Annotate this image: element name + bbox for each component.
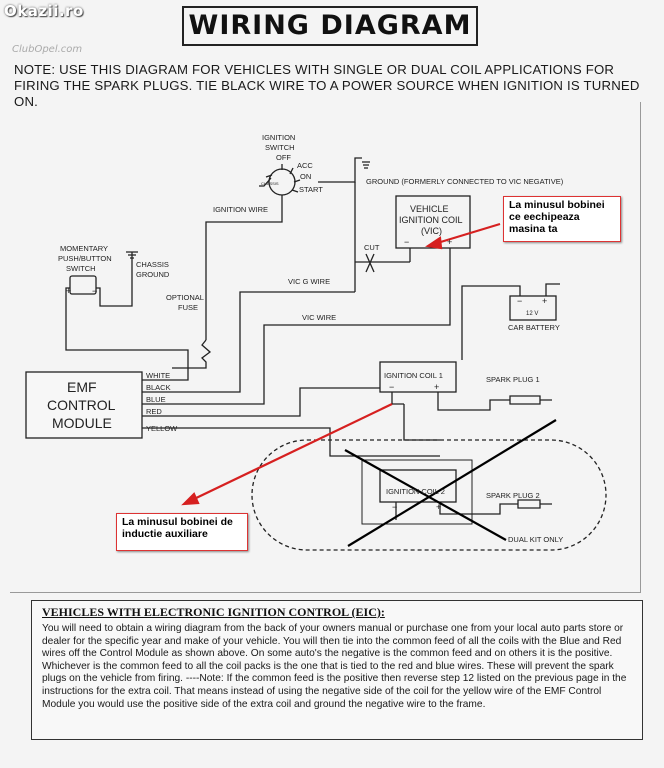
vic-callout-line-2: ce eechipeaza	[509, 211, 580, 223]
battery-minus: −	[517, 296, 523, 306]
cross-out-line-2	[348, 420, 556, 546]
page-title: WIRING DIAGRAM	[182, 6, 478, 46]
push-button-label-3: SWITCH	[66, 264, 96, 273]
coil2-minus: −	[392, 502, 398, 512]
vic-wire-label: VIC WIRE	[302, 313, 337, 322]
switch-on-label: ON	[300, 172, 312, 181]
spark-plug-1-symbol	[510, 396, 552, 404]
vic-callout	[503, 196, 621, 242]
vic-callout-line-3: masina ta	[509, 223, 558, 235]
vic-minus: −	[404, 237, 410, 247]
plug1-label: SPARK PLUG 1	[486, 375, 540, 384]
vic-g-wire-label: VIC G WIRE	[288, 277, 331, 286]
dual-kit-label: DUAL KIT ONLY	[508, 535, 564, 544]
wire-red-label: RED	[146, 407, 162, 416]
ignition-switch-label-1: IGNITION	[262, 133, 296, 142]
coil2-plus: +	[436, 502, 442, 512]
push-button-label-2: PUSH/BUTTON	[58, 254, 112, 263]
push-button-label-1: MOMENTARY	[60, 244, 109, 253]
wire-black-label: BLACK	[146, 383, 171, 392]
yellow-wire-line	[172, 428, 440, 456]
coil-callout-line-1: La minusul bobinei de	[122, 516, 233, 528]
ignition-wire-line	[206, 195, 282, 340]
okazii-watermark: Okazii.ro	[4, 2, 84, 20]
coil-callout	[116, 513, 248, 551]
switch-off-label: OFF	[276, 153, 291, 162]
ignition-wire-label: IGNITION WIRE	[213, 205, 268, 214]
vic-label-2: IGNITION COIL	[399, 215, 463, 225]
coil1-label: IGNITION COIL 1	[384, 371, 443, 380]
coil-callout-line-2: inductie auxiliare	[122, 528, 208, 540]
vic-label-1: VEHICLE	[410, 204, 449, 214]
battery-voltage: 12 V	[526, 311, 539, 317]
coil1-minus: −	[389, 382, 395, 392]
car-battery-label: CAR BATTERY	[508, 323, 560, 332]
eic-body: You will need to obtain a wiring diagram from the back of your owners manual or purchase one from your local auto parts store or dealer for the specific year and make of your vehicle. You will then tie into the common feed of all the coils with the Blue and Red wires off the Control Module as shown above. On some auto's the negative is the common feed and on others it is the positive. Whichever is the common feed to all the coil packs is the one that is tied to the red and blue wires. These will prevent the spark plugs on the vehicle from firing. ----Note: If the common feed is the positive then reverse step 12 listed on the previous page in the instructions for the extra coil. That means instead of using the negative side of the coil for the yellow wire of the EMF Control Module you would use the positive side of the extra coil and ground the negative wire to the frame.	[42, 623, 627, 710]
emf-label-1: EMF	[67, 379, 97, 395]
eic-section	[31, 600, 643, 740]
eic-title: VEHICLES WITH ELECTRONIC IGNITION CONTROL (EIC):	[42, 605, 385, 619]
switch-start-label: START	[299, 185, 323, 194]
push-minus: −	[92, 286, 98, 296]
battery-plus: +	[542, 296, 548, 306]
ground-label: GROUND (FORMERLY CONNECTED TO VIC NEGATIVE)	[366, 177, 564, 186]
emf-label-2: CONTROL	[47, 397, 116, 413]
spark-plug-2-symbol	[518, 500, 552, 508]
switch-acc-label: ACC	[297, 161, 313, 170]
fuse-symbol	[172, 340, 210, 368]
vic-label-3: (VIC)	[421, 226, 442, 236]
plug2-label: SPARK PLUG 2	[486, 491, 540, 500]
vic-arrow	[434, 224, 500, 244]
wire-white-label: WHITE	[146, 371, 171, 380]
vic-callout-line-1: La minusul bobinei	[509, 199, 605, 211]
coil2-label: IGNITION COIL 2	[386, 487, 445, 496]
fuse-label-1: OPTIONAL	[166, 293, 204, 302]
wire-yellow-label: YELLOW	[146, 424, 178, 433]
coil1-plus: +	[434, 382, 440, 392]
chassis-ground-label-1: CHASSIS	[136, 260, 169, 269]
usage-note: NOTE: USE THIS DIAGRAM FOR VEHICLES WITH SINGLE OR DUAL COIL APPLICATIONS FOR FIRING THE SPARK PLUGS. TIE BLACK WIRE TO A POWER SOURCE WHEN IGNITION IS TURNED ON.	[14, 62, 640, 109]
ground-wire-line	[318, 158, 362, 182]
wire-blue-label: BLUE	[146, 395, 166, 404]
vic-plus: +	[447, 237, 453, 247]
fuse-label-2: FUSE	[178, 303, 199, 312]
chassis-ground-label-2: GROUND	[136, 270, 170, 279]
switch-chassis-mark: CHASSIS	[261, 181, 279, 186]
emf-label-3: MODULE	[52, 415, 112, 431]
ignition-switch-label-2: SWITCH	[265, 143, 295, 152]
clubopel-watermark: ClubOpel.com	[12, 44, 83, 55]
push-plus: +	[66, 286, 72, 296]
cut-label: CUT	[364, 243, 380, 252]
